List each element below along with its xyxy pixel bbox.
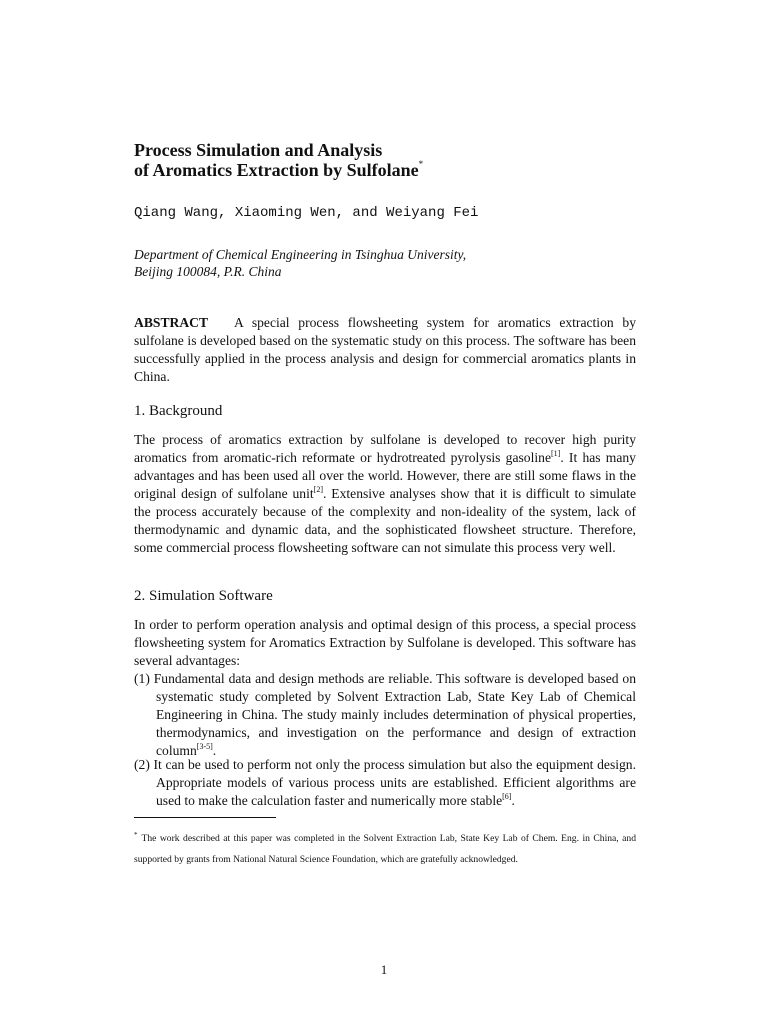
author-list: Qiang Wang, Xiaoming Wen, and Weiyang Fei	[134, 205, 479, 221]
title-footnote-mark: *	[418, 159, 424, 169]
advantage-2-end: .	[511, 793, 515, 808]
background-text-3: . Extensive analyses show that it is difficult to simulate the process accurately because of the complexity and non-ideality of the system, lack of thermodynamic and dynamic data, and the sophisticated flowsheet structure. Therefore, some commercial process flowsheeting software can not simulate this process very well.	[134, 486, 636, 555]
background-paragraph	[134, 431, 636, 557]
footnote-text: The work described at this paper was completed in the Solvent Extraction Lab, State Key Lab of Chem. Eng. in China, and supported by grants from National Natural Science Foundation, which are gratefully acknowledged.	[134, 833, 636, 865]
section-heading-simulation-software: 2. Simulation Software	[134, 588, 273, 604]
paper-title	[134, 140, 634, 180]
citation-2: [2]	[313, 485, 323, 494]
citation-1: [1]	[550, 449, 561, 458]
footnote-separator	[134, 817, 276, 818]
footnote	[134, 828, 636, 870]
footnote-mark: *	[134, 831, 138, 839]
background-text-1: The process of aromatics extraction by sulfolane is developed to recover high purity aromatics from aromatic-rich reformate or hydrotreated pyrolysis gasoline	[134, 432, 636, 465]
advantage-1-text: (1) Fundamental data and design methods are reliable. This software is developed based on systematic study completed by Solvent Extraction Lab, State Key Lab of Chemical Engineering in China. The study mainly includes determination of physical properties, thermodynamics, and investigation on the performance and design of extraction column	[134, 671, 636, 758]
section-heading-background: 1. Background	[134, 403, 223, 419]
abstract-label: ABSTRACT	[134, 315, 209, 330]
affiliation	[134, 246, 466, 280]
advantage-item-2	[134, 756, 636, 810]
abstract	[134, 314, 636, 386]
background-text-2: . It has many advantages and has been used all over the world. However, there are still some flaws in the original design of sulfolane unit	[134, 450, 636, 501]
abstract-text: A special process flowsheeting system for aromatics extraction by sulfolane is developed based on the systematic study on this process. The software has been successfully applied in the process analysis and design for commercial aromatics plants in China.	[134, 315, 636, 384]
advantage-2-text: (2) It can be used to perform not only the process simulation but also the equipment design. Appropriate models of various process units are established. Efficient algorithms are used to make the calculation faster and numerically more stable	[134, 757, 636, 808]
citation-3-5: [3-5]	[196, 742, 213, 751]
title-line-2: of Aromatics Extraction by Sulfolane	[134, 160, 419, 180]
advantage-item-1	[134, 670, 636, 760]
citation-6: [6]	[502, 792, 512, 801]
page-number: 1	[380, 962, 388, 977]
simulation-intro-paragraph: In order to perform operation analysis and optimal design of this process, a special process flowsheeting system for Aromatics Extraction by Sulfolane is developed. This software has several advantages:	[134, 617, 636, 668]
title-line-1: Process Simulation and Analysis	[134, 140, 383, 160]
affiliation-line-2: Beijing 100084, P.R. China	[134, 264, 282, 279]
affiliation-line-1: Department of Chemical Engineering in Tsinghua University,	[134, 247, 467, 262]
advantage-1-end: .	[212, 743, 217, 758]
